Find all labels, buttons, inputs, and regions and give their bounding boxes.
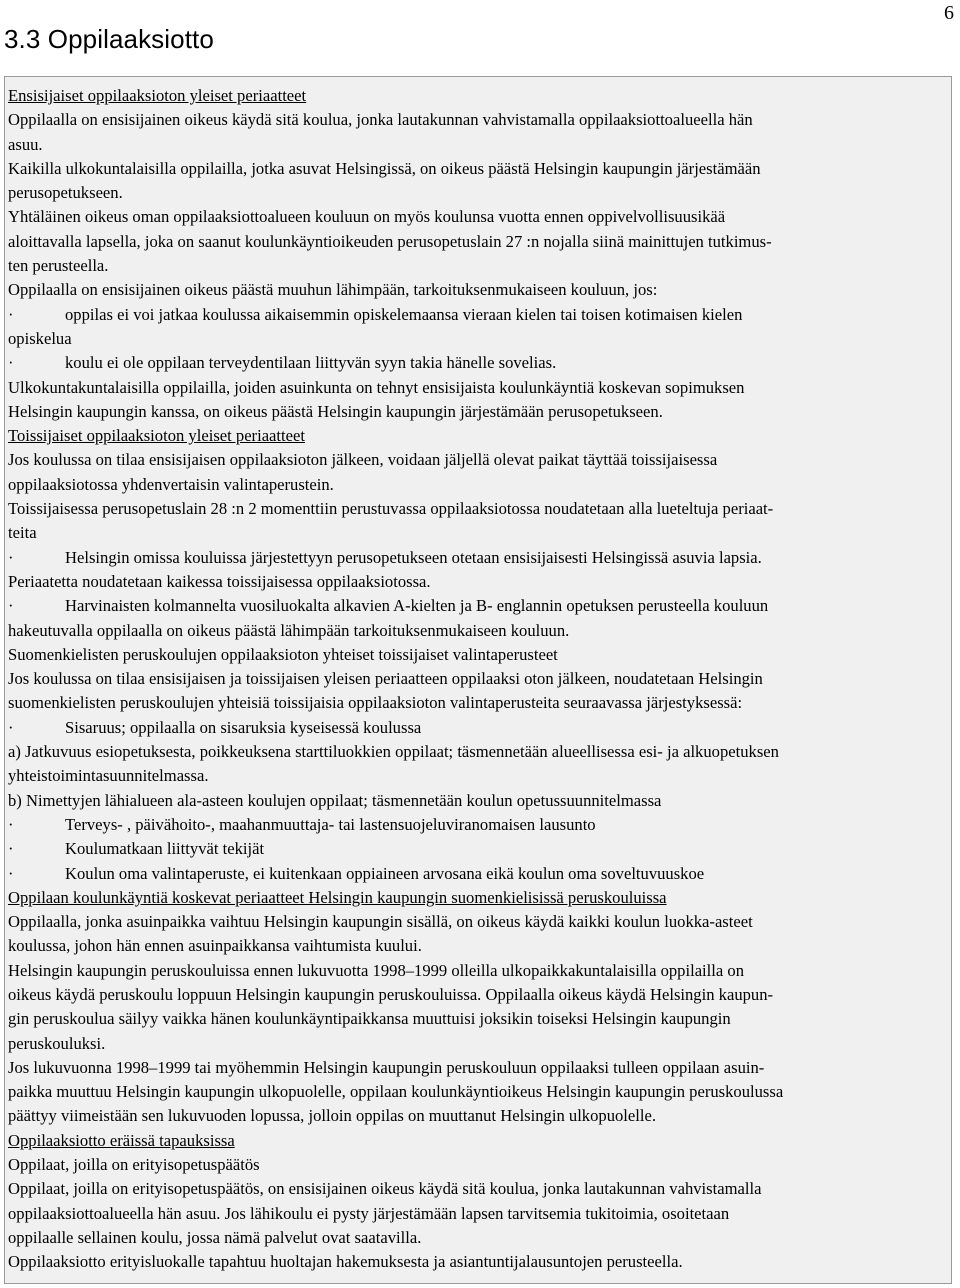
bullet-marker: · bbox=[8, 717, 14, 737]
body-text-line bbox=[8, 1250, 956, 1274]
body-text-line bbox=[8, 181, 956, 205]
body-text-line bbox=[8, 448, 956, 472]
body-text-line bbox=[8, 1080, 956, 1104]
line-text: Oppilaalla on ensisijainen oikeus käydä sitä koulua, jonka lautakunnan vahvistamalla oppilaaksiottoalueella hän bbox=[8, 110, 753, 130]
body-text-line bbox=[8, 400, 956, 424]
line-text: Terveys- , päivähoito-, maahanmuuttaja- tai lastensuojeluviranomaisen lausunto bbox=[65, 814, 596, 834]
line-text: opiskelua bbox=[8, 328, 72, 348]
bullet-item bbox=[8, 813, 956, 837]
line-text: Ulkokuntakuntalaisilla oppilailla, joiden asuinkunta on tehnyt ensisijaista koulunkäyntiä koskevan sopimuksen bbox=[8, 377, 745, 397]
line-text: asuu. bbox=[8, 134, 43, 154]
body-text-line bbox=[8, 521, 956, 545]
line-text: hakeutuvalla oppilaalla on oikeus päästä lähimpään tarkoituksenmukaiseen kouluun. bbox=[8, 620, 570, 640]
line-text: Oppilaat, joilla on erityisopetuspäätös, on ensisijainen oikeus käydä sitä koulua, jonka lautakunnan vahvistamalla bbox=[8, 1179, 762, 1199]
line-text: peruskouluksi. bbox=[8, 1033, 106, 1053]
line-text: perusopetukseen. bbox=[8, 183, 123, 203]
body-text-line bbox=[8, 934, 956, 958]
line-text: Yhtäläinen oikeus oman oppilaaksiottoalueen kouluun on myös koulunsa vuotta ennen oppivelvollisuusikää bbox=[8, 207, 726, 227]
line-text: Jos koulussa on tilaa ensisijaisen ja toissijaisen yleisen periaatteen oppilaaksi oton jälkeen, noudatetaan Helsingin bbox=[8, 669, 763, 689]
page-number: 6 bbox=[944, 2, 954, 24]
line-text: Ensisijaiset oppilaaksioton yleiset periaatteet bbox=[8, 86, 307, 105]
line-text: Toissijaisessa perusopetuslain 28 :n 2 momenttiin perustuvassa oppilaaksiotossa noudatetaan alla lueteltuja periaat- bbox=[8, 499, 774, 519]
body-text-line bbox=[8, 327, 956, 351]
line-text: Helsingin kaupungin kanssa, on oikeus päästä Helsingin kaupungin järjestämään perusopetukseen. bbox=[8, 401, 663, 421]
line-text: Helsingin omissa kouluissa järjestettyyn perusopetukseen otetaan ensisijaisesti Helsingissä asuvia lapsia. bbox=[65, 547, 762, 567]
document-body bbox=[8, 84, 956, 1275]
line-text: Jos lukuvuonna 1998–1999 tai myöhemmin Helsingin kaupungin peruskouluun oppilaaksi tulleen oppilaan asuin- bbox=[8, 1057, 765, 1077]
subheading bbox=[8, 424, 956, 448]
line-text: oppilas ei voi jatkaa koulussa aikaisemmin opiskelemaansa vieraan kielen tai toisen kotimaisen kielen bbox=[65, 304, 743, 324]
body-text-line bbox=[8, 959, 956, 983]
bullet-marker: · bbox=[8, 547, 14, 567]
body-text-line bbox=[8, 205, 956, 229]
line-text: oikeus käydä peruskoulu loppuun Helsingin kaupungin peruskouluissa. Oppilaalla oikeus käydä Helsingin kaupun- bbox=[8, 984, 774, 1004]
body-text-line bbox=[8, 1032, 956, 1056]
body-text-line bbox=[8, 570, 956, 594]
line-text: Koulumatkaan liittyvät tekijät bbox=[65, 839, 265, 859]
body-text-line bbox=[8, 983, 956, 1007]
body-text-line bbox=[8, 789, 956, 813]
line-text: Harvinaisten kolmannelta vuosiluokalta alkavien A-kielten ja B- englannin opetuksen perusteella kouluun bbox=[65, 596, 769, 616]
bullet-marker: · bbox=[8, 814, 14, 834]
body-text-line bbox=[8, 1153, 956, 1177]
line-text: aloittavalla lapsella, joka on saanut koulunkäyntioikeuden perusopetuslain 27 :n nojalla siinä mainittujen tutkimus- bbox=[8, 231, 772, 251]
body-text-line bbox=[8, 473, 956, 497]
bullet-item bbox=[8, 546, 956, 570]
bullet-item bbox=[8, 837, 956, 861]
section-title: 3.3 Oppilaaksiotto bbox=[4, 24, 214, 54]
line-text: koulu ei ole oppilaan terveydentilaan liittyvän syyn takia hänelle sovelias. bbox=[65, 353, 557, 373]
line-text: ten perusteella. bbox=[8, 256, 109, 276]
body-text-line bbox=[8, 1104, 956, 1128]
line-text: Oppilaaksiotto eräissä tapauksissa bbox=[8, 1130, 235, 1150]
line-text: Oppilaalla, jonka asuinpaikka vaihtuu Helsingin kaupungin sisällä, on oikeus käydä kaikki koulun luokka-asteet bbox=[8, 912, 753, 932]
line-text: Toissijaiset oppilaaksioton yleiset periaatteet bbox=[8, 426, 305, 446]
body-text-line bbox=[8, 1056, 956, 1080]
bullet-marker: · bbox=[8, 863, 14, 883]
line-text: Sisaruus; oppilaalla on sisaruksia kyseisessä koulussa bbox=[65, 717, 422, 737]
body-text-line bbox=[8, 278, 956, 302]
bullet-item bbox=[8, 303, 956, 327]
line-text: Kaikilla ulkokuntalaisilla oppilailla, jotka asuvat Helsingissä, on oikeus päästä Helsingin kaupungin järjestämään bbox=[8, 158, 761, 178]
line-text: Jos koulussa on tilaa ensisijaisen oppilaaksioton jälkeen, voidaan jäljellä olevat paikat täyttää toissijaisessa bbox=[8, 450, 718, 470]
body-text-line bbox=[8, 1202, 956, 1226]
body-text-line bbox=[8, 254, 956, 278]
body-text-line bbox=[8, 740, 956, 764]
bullet-item bbox=[8, 594, 956, 618]
line-text: Oppilaat, joilla on erityisopetuspäätös bbox=[8, 1155, 260, 1175]
subheading bbox=[8, 84, 956, 108]
bullet-item bbox=[8, 716, 956, 740]
line-text: koulussa, johon hän ennen asuinpaikkansa vaihtumista kuului. bbox=[8, 936, 422, 956]
line-text: suomenkielisten peruskoulujen yhteisiä toissijaisia oppilaaksioton valintaperusteita seuraavassa järjestyksessä: bbox=[8, 693, 743, 713]
bullet-item bbox=[8, 351, 956, 375]
body-text-line bbox=[8, 691, 956, 715]
subheading bbox=[8, 1129, 956, 1153]
line-text: päättyy viimeistään sen lukuvuoden lopussa, jolloin oppilas on muuttanut Helsingin ulkopuolelle. bbox=[8, 1106, 656, 1126]
line-text: gin peruskoulua säilyy vaikka hänen koulunkäyntipaikkansa muuttuisi joksikin toiseksi Helsingin kaupungin bbox=[8, 1009, 731, 1029]
body-text-line bbox=[8, 376, 956, 400]
line-text: oppilaaksiottoalueella hän asuu. Jos lähikoulu ei pysty järjestämään lapsen tarvitsemia tukitoimia, osoitetaan bbox=[8, 1203, 730, 1223]
body-text-line bbox=[8, 133, 956, 157]
bullet-marker: · bbox=[8, 839, 14, 859]
line-text: oppilaaksiotossa yhdenvertaisin valintaperustein. bbox=[8, 474, 334, 494]
line-text: a) Jatkuvuus esiopetuksesta, poikkeuksena starttiluokkien oppilaat; täsmennetään alueellisessa esi- ja alkuopetuksen bbox=[8, 742, 779, 762]
line-text: Koulun oma valintaperuste, ei kuitenkaan oppiaineen arvosana eikä koulun oma soveltuvuuskoe bbox=[65, 863, 705, 883]
body-text-line bbox=[8, 1177, 956, 1201]
body-text-line bbox=[8, 1007, 956, 1031]
body-text-line bbox=[8, 230, 956, 254]
line-text: Suomenkielisten peruskoulujen oppilaaksioton yhteiset toissijaiset valintaperusteet bbox=[8, 644, 558, 664]
line-text: Oppilaalla on ensisijainen oikeus päästä muuhun lähimpään, tarkoituksenmukaiseen kouluun, jos: bbox=[8, 280, 658, 300]
body-text-line bbox=[8, 108, 956, 132]
body-text-line bbox=[8, 497, 956, 521]
body-text-line bbox=[8, 667, 956, 691]
body-text-line bbox=[8, 643, 956, 667]
line-text: oppilaalle sellainen koulu, jossa nämä palvelut ovat saatavilla. bbox=[8, 1227, 422, 1247]
body-text-line bbox=[8, 910, 956, 934]
bullet-item bbox=[8, 862, 956, 886]
bullet-marker: · bbox=[8, 596, 14, 616]
line-text: Oppilaaksiotto erityisluokalle tapahtuu huoltajan hakemuksesta ja asiantuntijalausuntojen perusteella. bbox=[8, 1252, 683, 1272]
bullet-marker: · bbox=[8, 353, 14, 373]
line-text: Helsingin kaupungin peruskouluissa ennen lukuvuotta 1998–1999 olleilla ulkopaikkakuntalaisilla oppilailla on bbox=[8, 960, 744, 980]
subheading bbox=[8, 886, 956, 910]
body-text-line bbox=[8, 619, 956, 643]
bullet-marker: · bbox=[8, 304, 14, 324]
body-text-line bbox=[8, 1226, 956, 1250]
line-text: yhteistoimintasuunnitelmassa. bbox=[8, 766, 209, 786]
line-text: b) Nimettyjen lähialueen ala-asteen koulujen oppilaat; täsmennetään koulun opetussuunnitelmassa bbox=[8, 790, 662, 810]
line-text: paikka muuttuu Helsingin kaupungin ulkopuolelle, oppilaan koulunkäyntioikeus Helsingin kaupungin peruskoulussa bbox=[8, 1082, 784, 1102]
line-text: Oppilaan koulunkäyntiä koskevat periaatteet Helsingin kaupungin suomenkielisissä peruskouluissa bbox=[8, 887, 667, 907]
body-text-line bbox=[8, 764, 956, 788]
body-text-line bbox=[8, 157, 956, 181]
line-text: teita bbox=[8, 523, 37, 543]
line-text: Periaatetta noudatetaan kaikessa toissijaisessa oppilaaksiotossa. bbox=[8, 571, 431, 591]
